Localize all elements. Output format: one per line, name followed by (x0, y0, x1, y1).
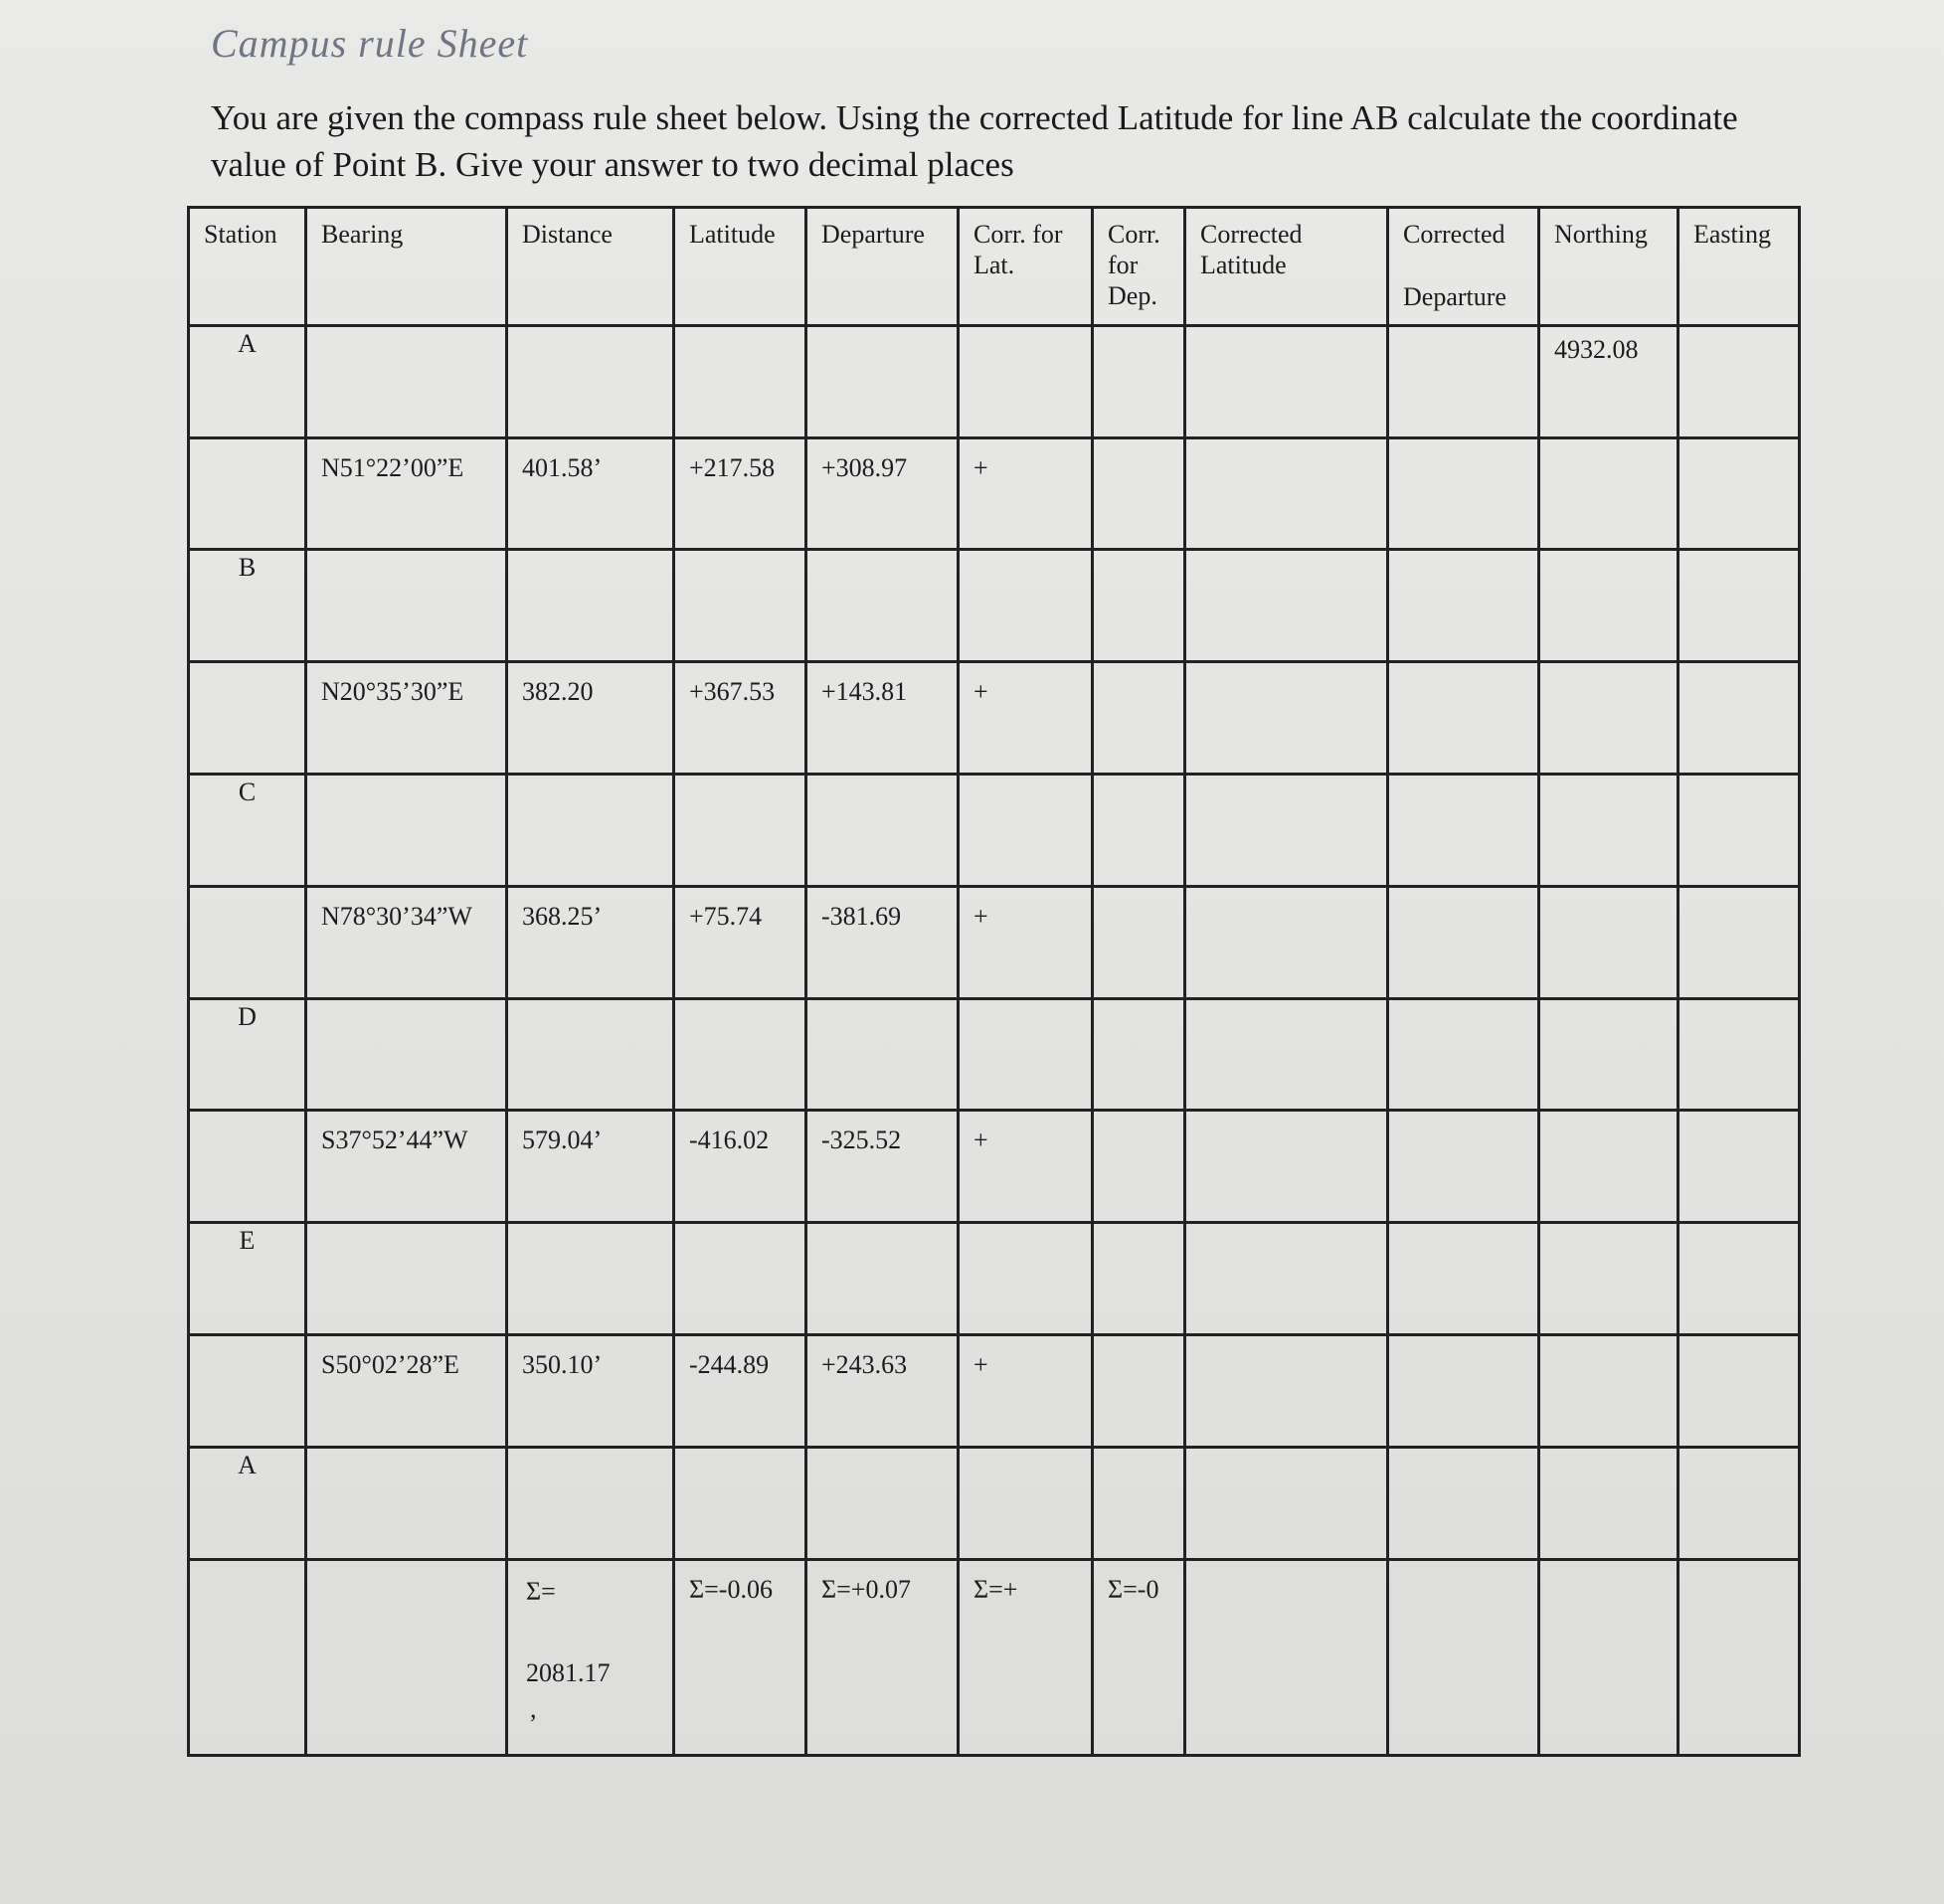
latitude-value: +217.58 (689, 452, 776, 482)
corr-lat-cell[interactable] (959, 662, 1093, 775)
blank-cell (1539, 437, 1679, 550)
corrected-departure-cell[interactable] (1388, 1335, 1539, 1448)
station-cell (189, 550, 306, 662)
blank-cell (1539, 1335, 1679, 1448)
blank-cell (1679, 437, 1800, 550)
station-cell (189, 775, 306, 887)
blank-cell[interactable] (1093, 325, 1185, 437)
station-cell (189, 1447, 306, 1559)
corr-dep-cell[interactable] (1093, 437, 1185, 550)
latitude-cell (674, 1335, 806, 1448)
corrected-latitude-cell[interactable] (1185, 886, 1388, 998)
corrected-departure-cell[interactable] (1388, 662, 1539, 775)
blank-cell[interactable] (1388, 1447, 1539, 1559)
blank-cell (1539, 886, 1679, 998)
northing-value: 4932.08 (1554, 334, 1639, 364)
departure-cell (806, 662, 959, 775)
instructions-text: You are given the compass rule sheet below. Using the corrected Latitude for line AB calculate the coordinate value of Point B. Give your answer to two decimal places (211, 98, 1738, 184)
station-label: E (239, 1226, 256, 1256)
station-cell (189, 325, 306, 437)
blank-cell[interactable] (1093, 1223, 1185, 1335)
station-label: A (238, 1450, 257, 1479)
sum-distance-label: Σ= (526, 1576, 556, 1606)
blank-cell[interactable] (306, 325, 507, 437)
corrected-latitude-cell[interactable] (1185, 437, 1388, 550)
corrected-latitude-cell[interactable] (1185, 1111, 1388, 1223)
corr-lat-value: + (973, 901, 988, 931)
blank-cell[interactable] (507, 775, 674, 887)
blank-cell[interactable] (306, 1447, 507, 1559)
blank-cell[interactable] (959, 998, 1093, 1111)
blank-cell[interactable] (1093, 550, 1185, 662)
blank-cell[interactable] (1185, 1223, 1388, 1335)
blank-cell[interactable] (674, 325, 806, 437)
compass-rule-table-container (187, 206, 1798, 1757)
sum-corr-lat: Σ=+ (973, 1574, 1018, 1604)
blank-cell[interactable] (959, 325, 1093, 437)
corrected-latitude-cell[interactable] (1185, 1335, 1388, 1448)
bearing-value: N20°35’30”E (321, 677, 464, 707)
sum-distance (508, 1561, 672, 1724)
bearing-cell (306, 437, 507, 550)
header-distance: Distance (507, 208, 674, 326)
latitude-value: -244.89 (689, 1350, 770, 1379)
header-corr-dep: Corr. for Dep. (1093, 208, 1185, 326)
blank-cell (1679, 886, 1800, 998)
northing-cell[interactable] (1539, 550, 1679, 662)
latitude-cell (674, 1111, 806, 1223)
corr-lat-value: + (973, 1125, 988, 1155)
blank-cell[interactable] (674, 1223, 806, 1335)
blank-cell[interactable] (959, 1447, 1093, 1559)
blank-cell (306, 1559, 507, 1755)
station-label: B (238, 553, 257, 583)
header-row (189, 208, 1800, 326)
blank-cell[interactable] (507, 998, 674, 1111)
distance-value: 382.20 (522, 677, 594, 707)
blank-cell (189, 1335, 306, 1448)
sheet-title: Campus rule Sheet (211, 21, 529, 66)
corr-lat-cell[interactable] (959, 437, 1093, 550)
blank-cell[interactable] (1093, 998, 1185, 1111)
line-row-bc (189, 662, 1800, 775)
blank-cell[interactable] (306, 998, 507, 1111)
bearing-cell (306, 1335, 507, 1448)
northing-cell[interactable] (1539, 998, 1679, 1111)
corrected-departure-cell[interactable] (1388, 437, 1539, 550)
blank-cell (1679, 1559, 1800, 1755)
blank-cell[interactable] (1185, 325, 1388, 437)
distance-cell (507, 1335, 674, 1448)
distance-value: 350.10’ (522, 1350, 603, 1379)
corr-lat-value: + (973, 1350, 988, 1379)
blank-cell[interactable] (674, 1447, 806, 1559)
corrected-latitude-cell[interactable] (1185, 662, 1388, 775)
blank-cell[interactable] (674, 998, 806, 1111)
blank-cell (1185, 1559, 1388, 1755)
sum-departure-cell (806, 1559, 959, 1755)
corrected-departure-cell[interactable] (1388, 886, 1539, 998)
sum-row (189, 1559, 1800, 1755)
station-row-a-closing (189, 1447, 1800, 1559)
distance-value: 368.25’ (522, 901, 603, 931)
header-bearing: Bearing (306, 208, 507, 326)
blank-cell[interactable] (507, 1447, 674, 1559)
header-latitude: Latitude (674, 208, 806, 326)
sum-latitude-cell (674, 1559, 806, 1755)
departure-value: +143.81 (821, 677, 908, 707)
blank-cell[interactable] (959, 775, 1093, 887)
departure-value: -325.52 (821, 1125, 902, 1155)
departure-cell (806, 437, 959, 550)
line-row-cd (189, 886, 1800, 998)
latitude-cell (674, 886, 806, 998)
blank-cell[interactable] (1093, 775, 1185, 887)
sum-corr-dep-cell[interactable] (1093, 1559, 1185, 1755)
sum-corr-dep: Σ=-0 (1108, 1574, 1159, 1604)
header-northing: Northing (1539, 208, 1679, 326)
corrected-departure-cell[interactable] (1388, 1111, 1539, 1223)
sum-corr-lat-cell[interactable] (959, 1559, 1093, 1755)
bearing-value: S37°52’44”W (321, 1125, 468, 1155)
corr-lat-cell[interactable] (959, 1335, 1093, 1448)
northing-cell[interactable] (1539, 775, 1679, 887)
blank-cell (1539, 1111, 1679, 1223)
easting-cell[interactable] (1679, 775, 1800, 887)
blank-cell[interactable] (806, 998, 959, 1111)
blank-cell[interactable] (1185, 1447, 1388, 1559)
header-station: Station (189, 208, 306, 326)
latitude-value: +367.53 (689, 677, 776, 707)
header-corr-lat: Corr. for Lat. (959, 208, 1093, 326)
latitude-value: -416.02 (689, 1125, 770, 1155)
blank-cell (189, 1111, 306, 1223)
corr-lat-cell[interactable] (959, 1111, 1093, 1223)
departure-value: +243.63 (821, 1350, 908, 1379)
blank-cell[interactable] (674, 775, 806, 887)
line-row-de (189, 1111, 1800, 1223)
blank-cell (189, 437, 306, 550)
sum-departure: Σ=+0.07 (821, 1574, 911, 1604)
blank-cell (1539, 662, 1679, 775)
station-row-e (189, 1223, 1800, 1335)
sum-distance-cell (507, 1559, 674, 1755)
distance-cell (507, 1111, 674, 1223)
header-corrected-latitude: Corrected Latitude (1185, 208, 1388, 326)
distance-value: 401.58’ (522, 452, 603, 482)
departure-cell (806, 886, 959, 998)
sum-distance-comma: , (530, 1693, 537, 1723)
corr-dep-cell[interactable] (1093, 1111, 1185, 1223)
header-corrected-departure-bottom: Departure (1403, 282, 1506, 311)
blank-cell[interactable] (1388, 550, 1539, 662)
bearing-value: N51°22’00”E (321, 452, 464, 482)
distance-value: 579.04’ (522, 1125, 603, 1155)
station-label: D (238, 1001, 257, 1031)
sum-latitude: Σ=-0.06 (689, 1574, 773, 1604)
latitude-cell (674, 437, 806, 550)
easting-cell[interactable] (1679, 1223, 1800, 1335)
header-easting: Easting (1679, 208, 1800, 326)
blank-cell[interactable] (806, 1447, 959, 1559)
blank-cell[interactable] (1185, 550, 1388, 662)
blank-cell[interactable] (306, 550, 507, 662)
blank-cell[interactable] (806, 325, 959, 437)
station-row-b (189, 550, 1800, 662)
northing-cell[interactable] (1539, 1447, 1679, 1559)
corr-lat-value: + (973, 677, 988, 707)
line-row-ab (189, 437, 1800, 550)
easting-cell[interactable] (1679, 1447, 1800, 1559)
corr-lat-value: + (973, 452, 988, 482)
corr-dep-cell[interactable] (1093, 1335, 1185, 1448)
header-departure: Departure (806, 208, 959, 326)
latitude-cell (674, 662, 806, 775)
sum-distance-value: 2081.17 (526, 1657, 611, 1687)
blank-cell (189, 662, 306, 775)
departure-cell (806, 1111, 959, 1223)
station-row-a (189, 325, 1800, 437)
distance-cell (507, 437, 674, 550)
station-row-d (189, 998, 1800, 1111)
blank-cell[interactable] (507, 550, 674, 662)
blank-cell (1679, 1111, 1800, 1223)
blank-cell (1679, 662, 1800, 775)
corr-lat-cell[interactable] (959, 886, 1093, 998)
blank-cell (1388, 1559, 1539, 1755)
blank-cell[interactable] (507, 1223, 674, 1335)
northing-cell (1539, 325, 1679, 437)
header-corrected-departure-top: Corrected (1403, 220, 1505, 249)
blank-cell (189, 1559, 306, 1755)
station-label: A (238, 328, 257, 358)
blank-cell[interactable] (1388, 998, 1539, 1111)
easting-cell[interactable] (1679, 998, 1800, 1111)
blank-cell[interactable] (1185, 998, 1388, 1111)
blank-cell[interactable] (959, 550, 1093, 662)
bearing-value: S50°02’28”E (321, 1350, 459, 1379)
corr-dep-cell[interactable] (1093, 886, 1185, 998)
blank-cell[interactable] (1388, 775, 1539, 887)
compass-rule-table (187, 206, 1801, 1757)
departure-value: +308.97 (821, 452, 908, 482)
station-label: C (238, 778, 257, 807)
distance-cell (507, 886, 674, 998)
blank-cell[interactable] (806, 550, 959, 662)
departure-cell (806, 1335, 959, 1448)
station-row-c (189, 775, 1800, 887)
blank-cell[interactable] (1185, 775, 1388, 887)
distance-cell (507, 662, 674, 775)
blank-cell[interactable] (1388, 325, 1539, 437)
bearing-cell (306, 1111, 507, 1223)
departure-value: -381.69 (821, 901, 902, 931)
station-cell (189, 1223, 306, 1335)
blank-cell[interactable] (1093, 1447, 1185, 1559)
blank-cell (1539, 1559, 1679, 1755)
blank-cell[interactable] (674, 550, 806, 662)
line-row-ea (189, 1335, 1800, 1448)
blank-cell (189, 886, 306, 998)
bearing-cell (306, 662, 507, 775)
bearing-cell (306, 886, 507, 998)
northing-cell[interactable] (1539, 1223, 1679, 1335)
station-cell (189, 998, 306, 1111)
header-corrected-departure (1388, 208, 1539, 326)
latitude-value: +75.74 (689, 901, 763, 931)
easting-cell[interactable] (1679, 325, 1800, 437)
blank-cell[interactable] (1388, 1223, 1539, 1335)
blank-cell[interactable] (806, 775, 959, 887)
blank-cell[interactable] (306, 775, 507, 887)
blank-cell[interactable] (507, 325, 674, 437)
blank-cell[interactable] (306, 1223, 507, 1335)
blank-cell[interactable] (959, 1223, 1093, 1335)
blank-cell (1679, 1335, 1800, 1448)
easting-cell[interactable] (1679, 550, 1800, 662)
corr-dep-cell[interactable] (1093, 662, 1185, 775)
blank-cell[interactable] (806, 1223, 959, 1335)
bearing-value: N78°30’34”W (321, 901, 472, 931)
